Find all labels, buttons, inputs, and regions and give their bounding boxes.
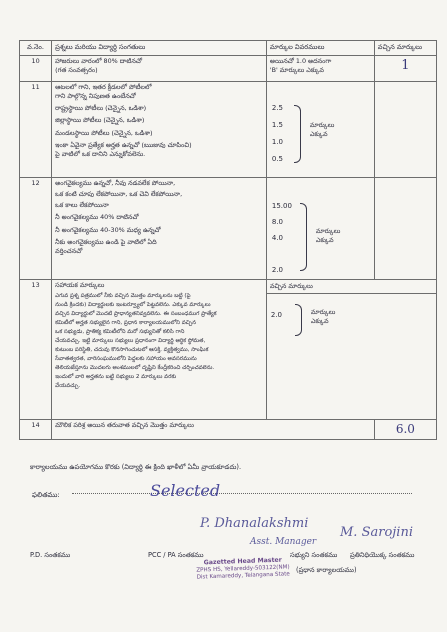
row-line: వచ్చిన విద్యార్థులో మొదటి ప్రాధాన్యతనివ్వవలెను. ఈ సంబంధముగ ప్రాత్యేక bbox=[55, 310, 217, 317]
marks-table bbox=[19, 40, 437, 440]
brace-label bbox=[310, 121, 334, 140]
row-line: వేయవచ్చు. bbox=[55, 382, 81, 389]
marks-line: అయినచో 1.0 అదనంగా bbox=[269, 56, 332, 65]
table-row-12 bbox=[20, 177, 437, 279]
header-marks-detail: మార్కుల వివరములు bbox=[266, 41, 374, 56]
stamp-line: Dist Kamareddy, Telangana State bbox=[196, 571, 290, 581]
signature-3: M. Sarojini bbox=[340, 525, 413, 540]
awarded-value: 6.0 bbox=[395, 421, 415, 436]
awarded-value: 1 bbox=[401, 57, 410, 73]
result-line bbox=[72, 493, 412, 494]
row-number: 13 bbox=[20, 279, 52, 419]
table-row-11 bbox=[20, 81, 437, 177]
row-title: సహాయక మార్కులు bbox=[55, 280, 105, 289]
row-line: ఒక కాలు లేకపోయినా bbox=[55, 201, 109, 210]
row-line: నీ అంగవైకల్యము 40-30% మధ్య ఉన్నచో bbox=[55, 225, 161, 234]
row-line: పై వాటిలో ఒక దానిని ఎన్నుకోవలెను. bbox=[55, 150, 146, 159]
row-line: నుండి క్రిందకు) విద్యార్థులకు ఇంటర్వ్యూలో పెట్టవలెను. ఎక్కువ మార్కులు bbox=[55, 301, 211, 308]
signature-2: Asst. Manager bbox=[250, 537, 317, 547]
row-line: నీకు అంగవైకల్యము ఉండి పై వాటిలో ఏది bbox=[55, 237, 157, 246]
mark-value: 2.0 bbox=[270, 310, 283, 319]
header-description: ప్రశ్నలు మరియు విద్యార్థి సంగతులు bbox=[52, 41, 267, 56]
mark-value: 2.0 bbox=[271, 265, 284, 274]
row-description bbox=[52, 177, 267, 279]
brace-label-line: ఎక్కువ bbox=[315, 236, 334, 245]
office-use-note: కార్యాలయము ఉపయోగము కొరకు (విద్యార్థి ఈ క్రింది ఖాళీలో ఏమీ వ్రాయకూడదు). bbox=[30, 463, 242, 471]
row-line: సేవాతత్వరత, వారిసంఘములోని పెద్దలకు సహాయం అవసరమును bbox=[55, 355, 197, 362]
marks-subheader-label: వచ్చిన మార్కులు bbox=[269, 281, 313, 290]
signature-1: P. Dhanalakshmi bbox=[200, 516, 309, 531]
row-description bbox=[52, 55, 267, 81]
brace-label bbox=[316, 227, 340, 246]
stamp-line: ZPHS HS, Yellareddy-503122(NM) bbox=[196, 564, 290, 574]
row-description bbox=[52, 279, 267, 419]
footer-pcc-signature: PCC / PA సంతకము bbox=[148, 551, 204, 559]
header-sno: వ.నెం. bbox=[20, 41, 52, 56]
row-line: తెలియజేస్తూను మొదలగు అంశములలో దృష్టిని కేంద్రీకరించి చర్చించవలెను. bbox=[55, 364, 215, 371]
brace-icon bbox=[294, 105, 301, 163]
row-line: కమిటీలో అర్హత సభ్యులైన గాని, ప్రధాన కార్యాలయములోని వచ్చిన bbox=[55, 319, 197, 326]
table-row-10 bbox=[20, 55, 437, 81]
brace-label-line: మార్కులు bbox=[315, 226, 341, 235]
row-line: కుటుంబ పరిస్థితి, చదువు కొనసాగించుటలో ఆసక్తి, వ్యక్తిత్వము, సాంఘిక bbox=[55, 346, 209, 353]
row-line: (గత సంవత్సరం) bbox=[55, 65, 98, 74]
row-awarded bbox=[374, 55, 436, 81]
row-line: మండలస్థాయి పోటీలు (చెన్నైన, ఒడిశా) bbox=[55, 128, 153, 137]
brace-icon bbox=[295, 304, 302, 336]
row-line: జిల్లాస్థాయి పోటీలు (చెన్నైన, ఒడిశా) bbox=[55, 116, 145, 125]
row-line: ఒక కంటి చూపు లేకపోయినా, ఒక చెవి లేకపోయినా, bbox=[55, 189, 183, 198]
table-header-row bbox=[20, 41, 437, 56]
row-line: ఎగువ ప్రశ్న పత్రములో నీకు వచ్చిన మొత్తం మార్కులను బట్టి (పై bbox=[55, 292, 191, 299]
row-line: రాష్ట్రస్థాయి పోటీలు (చెన్నైన, ఒడిశా) bbox=[55, 104, 147, 113]
row-marks bbox=[266, 279, 436, 419]
row-number: 11 bbox=[20, 81, 52, 177]
brace-label-line: మార్కులు bbox=[310, 307, 336, 316]
row-marks bbox=[266, 81, 374, 177]
row-line: చేయవచ్చు. ఇట్టి మార్కులు సభ్యులు ప్రధానంగా విద్యార్థి ఆర్థిక స్థోమత, bbox=[55, 337, 206, 344]
footer-leader-signature: ప్రతినిధియొక్క సంతకము bbox=[350, 551, 415, 559]
row-number: 10 bbox=[20, 55, 52, 81]
table-row-13 bbox=[20, 279, 437, 419]
marks-line: 'B' మార్కులు ఎక్కువ bbox=[269, 65, 324, 74]
footer-member-signature: సభ్యుని సంతకము bbox=[290, 551, 338, 559]
brace-label-line: ఎక్కువ bbox=[310, 317, 329, 326]
brace-label-line: మార్కులు bbox=[309, 120, 335, 129]
row-line: గాని పాల్గొన్న నిపుణత ఉంటేనచో bbox=[55, 91, 136, 100]
footer-pd-signature: P.D. సంతకము bbox=[30, 551, 71, 559]
brace-label-line: ఎక్కువ bbox=[309, 130, 328, 139]
mark-value: 1.0 bbox=[271, 137, 284, 146]
mark-value: 1.5 bbox=[271, 120, 284, 129]
row-line: ఇందులో వారి అర్హతను బట్టి సభ్యులు 2 మార్కులు వరకు bbox=[55, 373, 177, 380]
row-number: 14 bbox=[20, 419, 52, 439]
row-paragraph bbox=[55, 292, 264, 391]
header-marks-awarded: వచ్చిన మార్కులు bbox=[374, 41, 436, 56]
brace-label bbox=[311, 308, 335, 327]
row-awarded bbox=[374, 177, 436, 279]
table-row-14 bbox=[20, 419, 437, 439]
row-description bbox=[52, 81, 267, 177]
result-label: ఫలితము: bbox=[32, 491, 60, 499]
mark-value: 4.0 bbox=[271, 233, 284, 242]
mark-value: 2.5 bbox=[271, 103, 284, 112]
mark-value: 15.00 bbox=[271, 201, 292, 210]
row-line: ఇంకా ఏవైనా ప్రత్యేక అర్హత ఉన్నచో (ఋజువు చూపించి) bbox=[55, 140, 192, 149]
result-value: Selected bbox=[150, 481, 221, 500]
row-description: మౌలిక పరిశ్ర అయిన తరువాత వచ్చిన మొత్తం మార్కులు bbox=[52, 419, 375, 439]
row-line: ఆటలలో గాని, ఇతర క్రీడలలో పోటీలలో bbox=[55, 82, 152, 91]
row-line: వర్తించనచో bbox=[55, 247, 83, 256]
row-marks bbox=[266, 55, 374, 81]
marks-subheader bbox=[267, 280, 436, 294]
row-number: 12 bbox=[20, 177, 52, 279]
row-marks bbox=[266, 177, 374, 279]
footer-central-office: (ప్రధాన కార్యాలయము) bbox=[296, 566, 357, 574]
official-stamp bbox=[188, 556, 299, 582]
row-line: నీ అంగవైకల్యము 40% దాటినచో bbox=[55, 213, 139, 222]
row-line: హాజరులు వారంలో 80% దాటినచో bbox=[55, 56, 142, 65]
mark-value: 8.0 bbox=[271, 217, 284, 226]
row-awarded bbox=[374, 419, 436, 439]
stamp-line: Gazetted Head Master bbox=[203, 556, 282, 567]
row-awarded bbox=[374, 81, 436, 177]
row-line: అంగవైకల్యము ఉన్నచో, నీవు నడవలేక పోయినా, bbox=[55, 178, 176, 187]
brace-icon bbox=[300, 203, 307, 271]
mark-value: 0.5 bbox=[271, 154, 284, 163]
row-line: ఒక సభ్యుడు, ప్రాతిక్య కమిటీలోని మరో సభ్యునితో కలిసి గాని bbox=[55, 328, 185, 335]
